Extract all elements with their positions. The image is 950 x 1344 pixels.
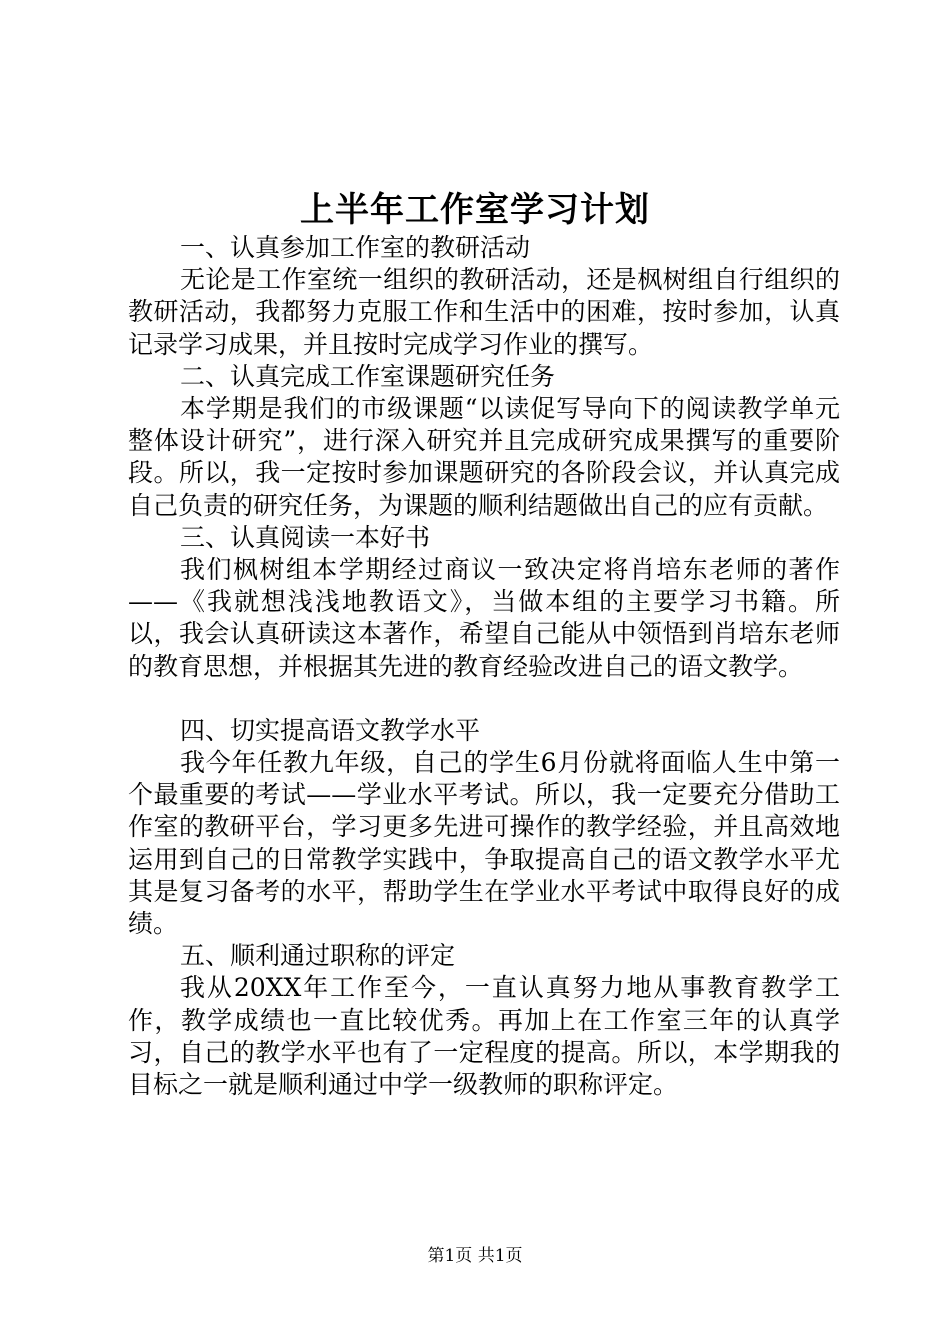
section-paragraph-1: 无论是工作室统一组织的教研活动，还是枫树组自行组织的教研活动，我都努力克服工作和生活中的困难，按时参加，认真记录学习成果，并且按时完成学习作业的撰写。 xyxy=(128,265,840,359)
section-heading-3: 三、认真阅读一本好书 xyxy=(180,522,431,552)
section-paragraph-2: 本学期是我们的市级课题“以读促写导向下的阅读教学单元整体设计研究”，进行深入研究并且完成研究成果撰写的重要阶段。所以，我一定按时参加课题研究的各阶段会议，并认真完成自己负责的研究任务，为课题的顺利结题做出自己的应有贡献。 xyxy=(128,394,840,520)
section-heading-2: 二、认真完成工作室课题研究任务 xyxy=(180,361,556,391)
document-body xyxy=(128,232,840,1101)
section-paragraph-4: 我今年任教九年级，自己的学生6月份就将面临人生中第一个最重要的考试——学业水平考试。所以，我一定要充分借助工作室的教研平台，学习更多先进可操作的教学经验，并且高效地运用到自己的日常教学实践中，争取提高自己的语文教学水平尤其是复习备考的水平，帮助学生在学业水平考试中取得良好的成绩。 xyxy=(128,748,840,939)
section-heading-5: 五、顺利通过职称的评定 xyxy=(180,941,456,971)
blank-line xyxy=(128,683,840,715)
section-heading-4: 四、切实提高语文教学水平 xyxy=(180,715,481,745)
section-paragraph-3: 我们枫树组本学期经过商议一致决定将肖培东老师的著作——《我就想浅浅地教语文》，当做本组的主要学习书籍。所以，我会认真研读这本著作，希望自己能从中领悟到肖培东老师的教育思想，并根据其先进的教育经验改进自己的语文教学。 xyxy=(128,555,840,681)
page-footer: 第1页 共1页 xyxy=(427,1246,523,1266)
section-heading-1: 一、认真参加工作室的教研活动 xyxy=(180,233,531,262)
page-title: 上半年工作室学习计划 xyxy=(300,190,650,230)
section-paragraph-5: 我从20XX年工作至今，一直认真努力地从事教育教学工作，教学成绩也一直比较优秀。再加上在工作室三年的认真学习，自己的教学水平也有了一定程度的提高。所以，本学期我的目标之一就是顺利通过中学一级教师的职称评定。 xyxy=(128,973,840,1100)
